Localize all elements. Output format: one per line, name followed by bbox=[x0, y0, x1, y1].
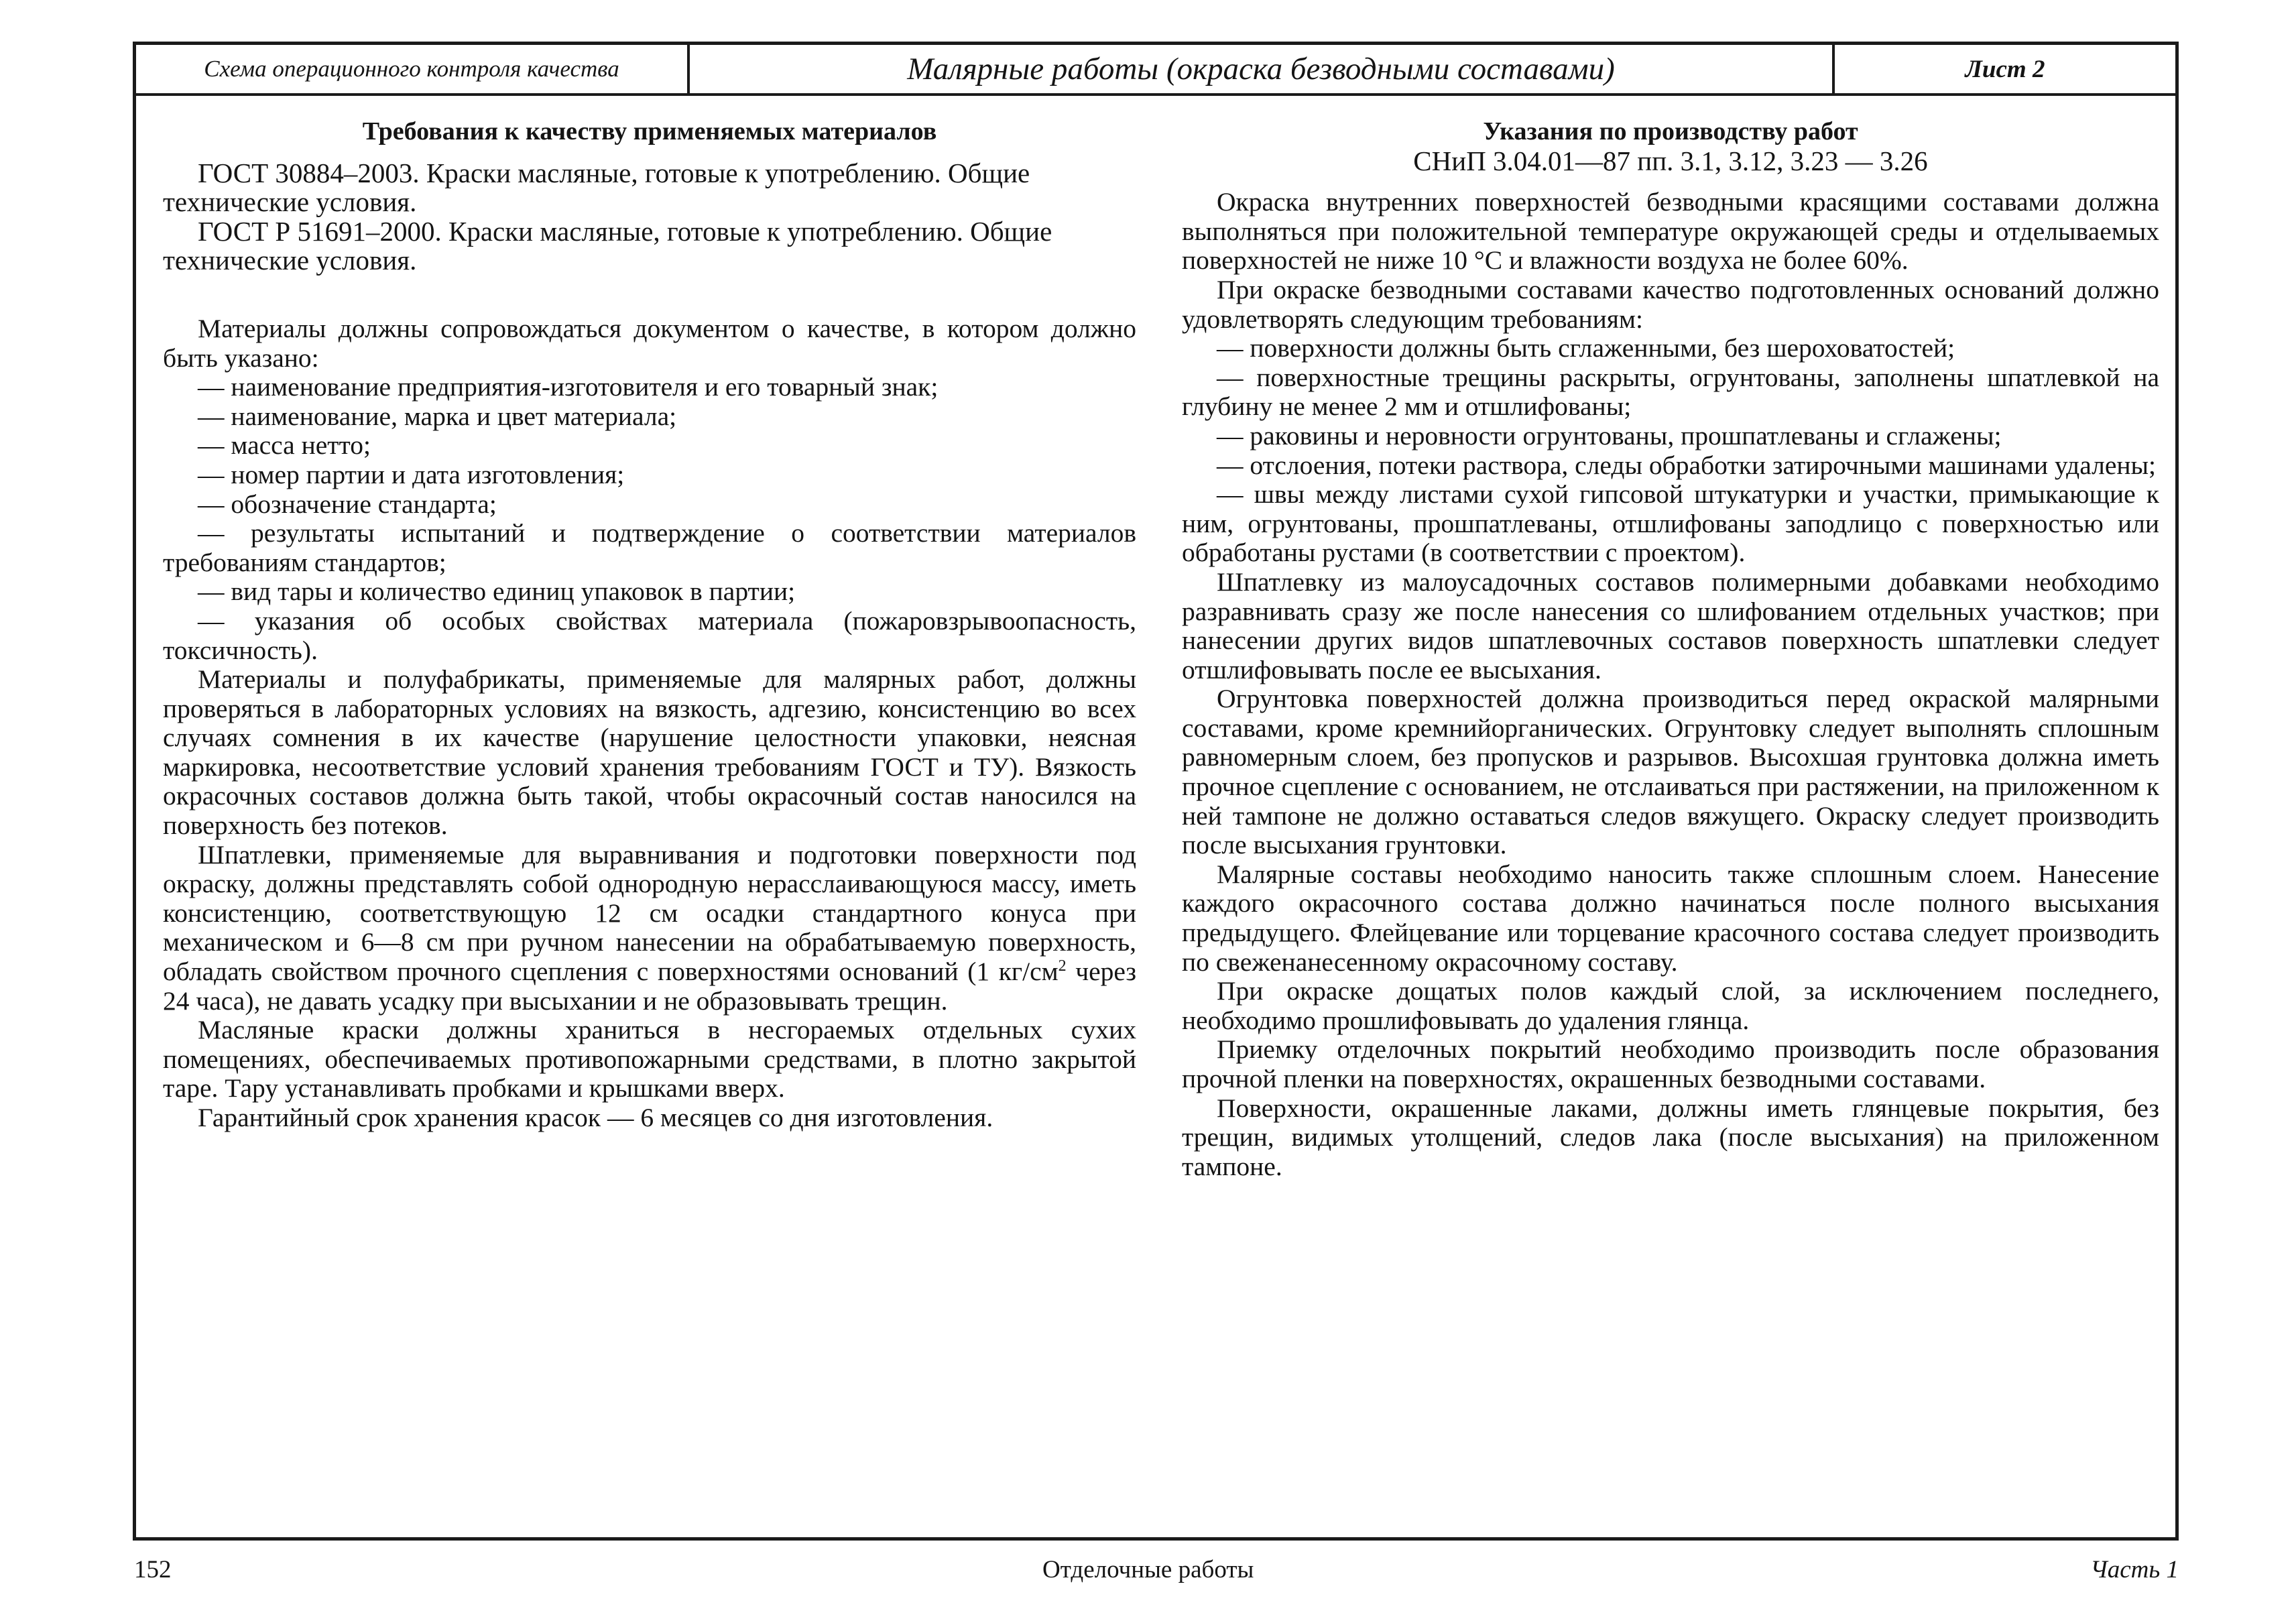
left-column bbox=[163, 117, 1136, 1133]
left-intro: Материалы должны сопровождаться документом о качестве, в котором должно быть указано: bbox=[163, 313, 1136, 373]
page-number: 152 bbox=[134, 1556, 172, 1583]
left-list-item: — обозначение стандарта; bbox=[198, 489, 497, 519]
left-list-item: — вид тары и количество единиц упаковок в партии; bbox=[198, 577, 796, 607]
standard-2: ГОСТ Р 51691–2000. Краски масляные, готовые к употреблению. Общие технические условия. bbox=[163, 215, 1052, 276]
page-frame bbox=[133, 42, 2179, 1541]
standard-1: ГОСТ 30884–2003. Краски масляные, готовые к употреблению. Общие технические условия. bbox=[163, 157, 1030, 218]
header-scheme-title: Схема операционного контроля качества bbox=[136, 45, 690, 93]
left-paragraph-storage: Масляные краски должны храниться в несгораемых отдельных сухих помещениях, обеспечиваемых противопожарными средствами, в плотно закрытой таре. Тару устанавливать пробками и крышками вверх. bbox=[163, 1015, 1136, 1103]
right-paragraph-putty: Шпатлевку из малоусадочных составов полимерными добавками необходимо разравнивать сразу же после нанесения со шлифованием отдельных участков; при нанесении других видов шпатлевочных составов поверхность шпатлевки следует отшлифовывать после ее высыхания. bbox=[1182, 566, 2159, 684]
right-paragraph-priming: Огрунтовка поверхностей должна производиться перед окраской малярными составами, кроме кремнийорганических. Огрунтовку следует выполнять сплошным равномерным слоем, без пропусков и разрывов. Высохшая грунтовка должна иметь прочное сцепление с основанием, не отслаиваться при растяжении, на приложенном к ней тампоне не должно оставаться следов вяжущего. Окраску следует производить после высыхания грунтовки. bbox=[1182, 684, 2159, 860]
right-column bbox=[1182, 117, 2159, 1181]
header-work-title: Малярные работы (окраска безводными составами) bbox=[690, 45, 1835, 93]
left-heading: Требования к качеству применяемых материалов bbox=[362, 117, 937, 145]
right-paragraph-painting: Малярные составы необходимо наносить также сплошным слоем. Нанесение каждого окрасочного состава должно начинаться после полного высыхания предыдущего. Флейцевание или торцевание красочного состава следует производить по свеженанесенному окрасочному составу. bbox=[1182, 859, 2159, 977]
right-heading: Указания по производству работ bbox=[1483, 117, 1858, 145]
left-paragraph-warranty: Гарантийный срок хранения красок — 6 месяцев со дня изготовления. bbox=[198, 1103, 993, 1132]
right-list-item: — поверхностные трещины раскрыты, огрунтованы, заполнены шпатлевкой на глубину не менее 2 мм и отшлифованы; bbox=[1182, 362, 2159, 422]
header-sheet-number: Лист 2 bbox=[1965, 55, 2045, 83]
left-list-item: — результаты испытаний и подтверждение о соответствии материалов требованиям стандартов; bbox=[163, 518, 1136, 577]
right-paragraph-temperature: Окраска внутренних поверхностей безводными красящими составами должна выполняться при положительной температуре окружающей среды и отделываемых поверхностей не ниже 10 °С и влажности воздуха не более 60%. bbox=[1182, 187, 2159, 276]
left-list-item: — масса нетто; bbox=[198, 430, 371, 461]
left-list-item: — наименование предприятия-изготовителя и его товарный знак; bbox=[198, 372, 939, 402]
left-list-item: — номер партии и дата изготовления; bbox=[198, 459, 625, 489]
right-paragraph-floors: При окраске дощатых полов каждый слой, за исключением последнего, необходимо прошлифовывать до удаления глянца. bbox=[1182, 976, 2159, 1035]
right-list-item: — поверхности должны быть сглаженными, без шероховатостей; bbox=[1217, 333, 1955, 363]
left-list-item: — наименование, марка и цвет материала; bbox=[198, 401, 677, 431]
right-subheading: СНиП 3.04.01—87 пп. 3.1, 3.12, 3.23 — 3.26 bbox=[1413, 145, 1928, 176]
left-paragraph-putty: Шпатлевки, применяемые для выравнивания и подготовки поверхности под окраску, должны представлять собой однородную нерасслаивающуюся массу, иметь консистенцию, соответствующую 12 см осадки стандартного конуса при механическом и 6—8 см при ручном нанесении на обрабатываемую поверхность, обладать свойством прочного сцепления с поверхностями оснований (1 $кг/см^2$ через 24 часа), не давать усадку при высыхании и не образовывать трещин. bbox=[163, 839, 1137, 1016]
left-paragraph-testing: Материалы и полуфабрикаты, применяемые для малярных работ, должны проверяться в лабораторных условиях на вязкость, адгезию, консистенцию во всех случаях сомнения в их качестве (нарушение целостности упаковки, неясная маркировка, несоответствие условий хранения требованиям ГОСТ и ТУ). Вязкость окрасочных составов должна быть такой, чтобы окрасочный состав наносился на поверхность без потеков. bbox=[163, 664, 1136, 841]
footer-section-title: Отделочные работы bbox=[1042, 1556, 1254, 1583]
right-paragraph-varnish: Поверхности, окрашенные лаками, должны иметь глянцевые покрытия, без трещин, видимых утолщений, следов лака (после высыхания) на приложенном тампоне. bbox=[1182, 1093, 2159, 1181]
right-paragraph-requirements: При окраске безводными составами качество подготовленных оснований должно удовлетворять следующим требованиям: bbox=[1182, 274, 2159, 334]
right-list-item: — швы между листами сухой гипсовой штукатурки и участки, примыкающие к ним, огрунтованы, прошпатлеваны, отшлифованы заподлицо с поверхностью или обработаны рустами (в соответствии с проектом). bbox=[1182, 479, 2159, 568]
right-paragraph-acceptance: Приемку отделочных покрытий необходимо производить после образования прочной пленки на поверхностях, окрашенных безводными составами. bbox=[1182, 1034, 2159, 1093]
right-list-item: — отслоения, потеки раствора, следы обработки затирочными машинами удалены; bbox=[1217, 450, 2157, 480]
header-table bbox=[136, 45, 2175, 96]
left-list-item: — указания об особых свойствах материала (пожаровзрывоопасность, токсичность). bbox=[163, 605, 1136, 665]
footer-part: Часть 1 bbox=[2090, 1556, 2179, 1583]
right-list-item: — раковины и неровности огрунтованы, прошпатлеваны и сглажены; bbox=[1217, 420, 2002, 450]
